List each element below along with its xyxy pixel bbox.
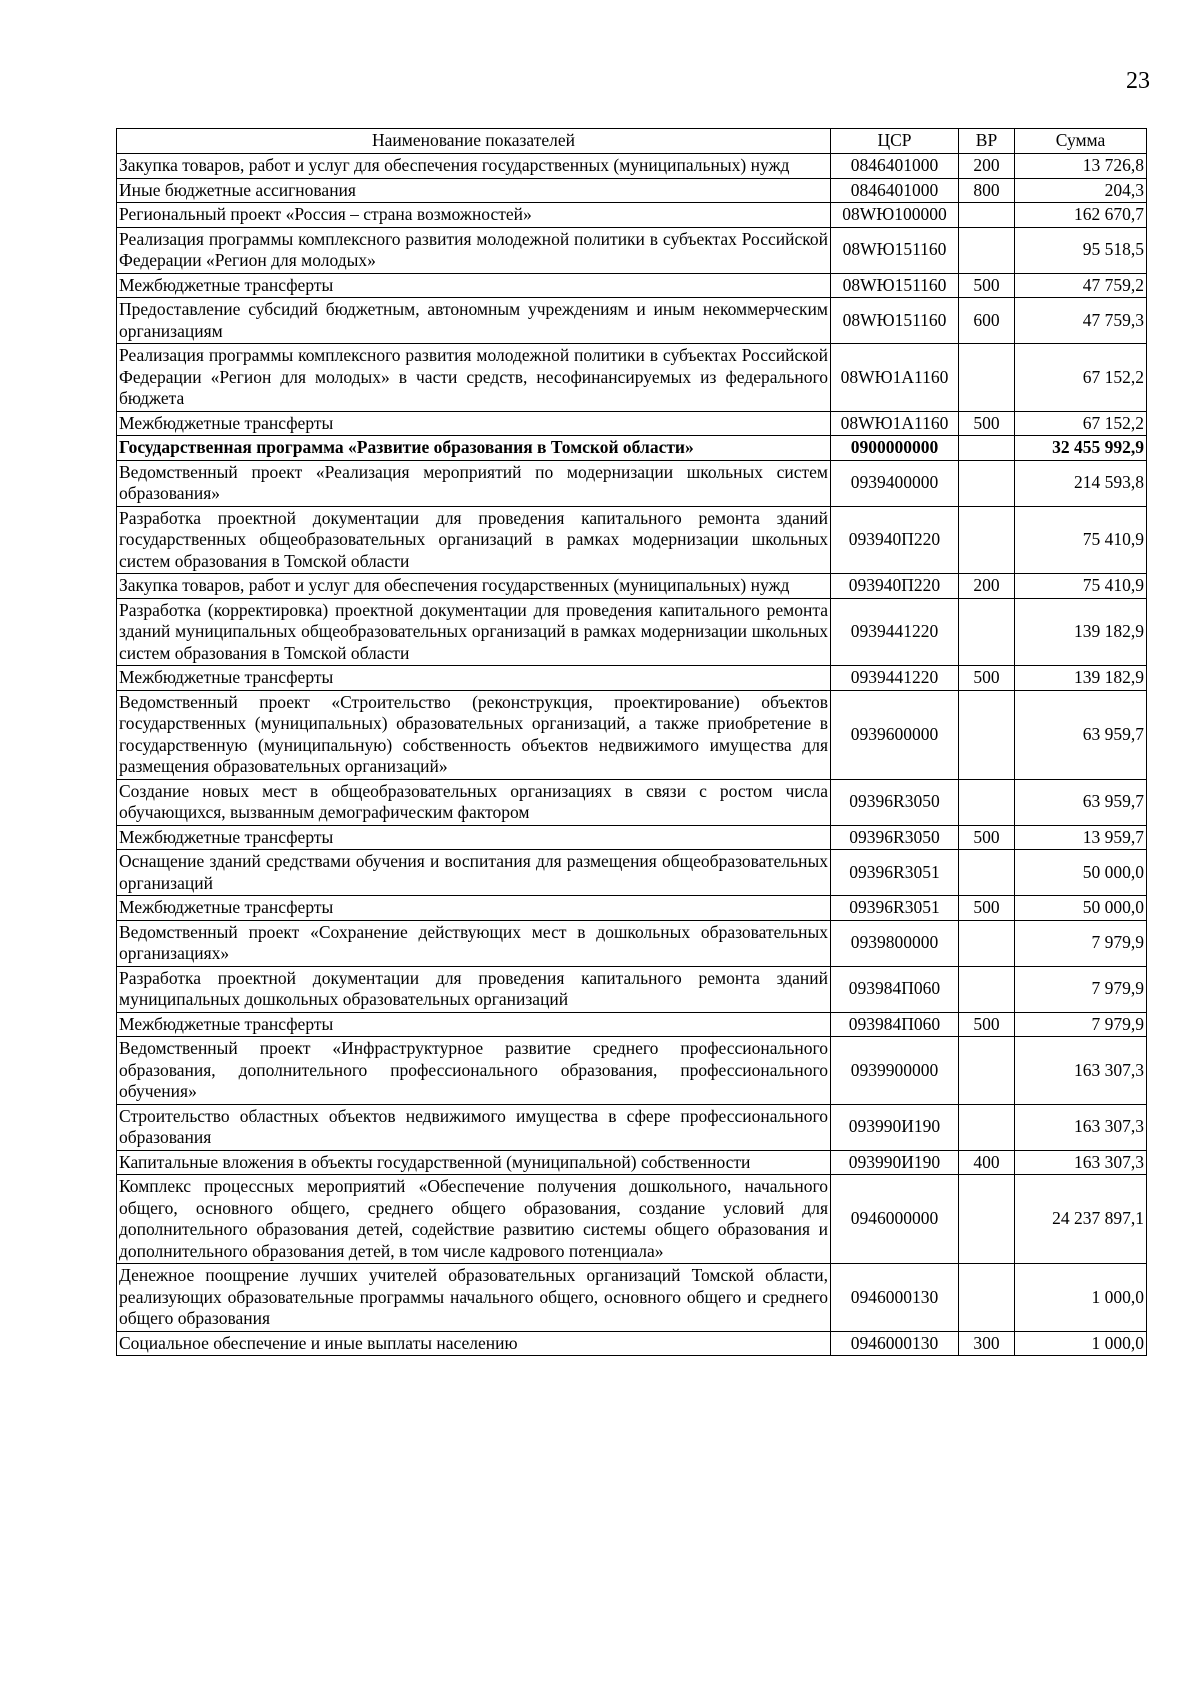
cell-name: Межбюджетные трансферты — [117, 666, 831, 691]
cell-name: Строительство областных объектов недвижимого имущества в сфере профессионального образования — [117, 1104, 831, 1150]
cell-vr — [959, 1264, 1015, 1332]
cell-sum: 7 979,9 — [1015, 1012, 1147, 1037]
table-row — [117, 178, 1147, 203]
table-header-row — [117, 129, 1147, 154]
table-row — [117, 344, 1147, 412]
cell-csr: 08WЮ100000 — [831, 203, 959, 228]
cell-sum: 1 000,0 — [1015, 1331, 1147, 1356]
cell-name: Межбюджетные трансферты — [117, 273, 831, 298]
table-row — [117, 896, 1147, 921]
table-row — [117, 779, 1147, 825]
cell-name: Региональный проект «Россия – страна возможностей» — [117, 203, 831, 228]
cell-vr — [959, 344, 1015, 412]
cell-sum: 163 307,3 — [1015, 1104, 1147, 1150]
cell-csr: 09396R3051 — [831, 850, 959, 896]
cell-sum: 67 152,2 — [1015, 344, 1147, 412]
cell-vr — [959, 1037, 1015, 1105]
table-row — [117, 411, 1147, 436]
cell-csr: 0939441220 — [831, 598, 959, 666]
cell-csr: 0939600000 — [831, 690, 959, 779]
table-row — [117, 1264, 1147, 1332]
cell-sum: 63 959,7 — [1015, 690, 1147, 779]
cell-vr — [959, 1175, 1015, 1264]
table-row — [117, 273, 1147, 298]
cell-sum: 162 670,7 — [1015, 203, 1147, 228]
cell-vr — [959, 690, 1015, 779]
table-row — [117, 298, 1147, 344]
table-row — [117, 825, 1147, 850]
cell-csr: 093940П220 — [831, 574, 959, 599]
cell-sum: 163 307,3 — [1015, 1037, 1147, 1105]
cell-name: Ведомственный проект «Реализация мероприятий по модернизации школьных систем образования» — [117, 460, 831, 506]
cell-name: Закупка товаров, работ и услуг для обеспечения государственных (муниципальных) нужд — [117, 574, 831, 599]
cell-vr — [959, 779, 1015, 825]
cell-name: Реализация программы комплексного развития молодежной политики в субъектах Российской Федерации «Регион для молодых» — [117, 227, 831, 273]
header-csr: ЦСР — [831, 129, 959, 154]
cell-csr: 0939900000 — [831, 1037, 959, 1105]
cell-sum: 63 959,7 — [1015, 779, 1147, 825]
cell-csr: 093990И190 — [831, 1150, 959, 1175]
cell-vr: 200 — [959, 574, 1015, 599]
cell-name: Разработка проектной документации для проведения капитального ремонта зданий муниципальных дошкольных образовательных организаций — [117, 966, 831, 1012]
cell-sum: 47 759,3 — [1015, 298, 1147, 344]
cell-name: Разработка проектной документации для проведения капитального ремонта зданий государственных общеобразовательных организаций в рамках модернизации школьных систем образования в Томской области — [117, 506, 831, 574]
cell-vr — [959, 436, 1015, 461]
cell-csr: 0939441220 — [831, 666, 959, 691]
cell-csr: 09396R3050 — [831, 825, 959, 850]
cell-sum: 47 759,2 — [1015, 273, 1147, 298]
cell-vr: 500 — [959, 273, 1015, 298]
cell-sum: 214 593,8 — [1015, 460, 1147, 506]
cell-csr: 0946000130 — [831, 1264, 959, 1332]
cell-name: Межбюджетные трансферты — [117, 896, 831, 921]
cell-sum: 32 455 992,9 — [1015, 436, 1147, 461]
cell-vr: 500 — [959, 1012, 1015, 1037]
cell-sum: 24 237 897,1 — [1015, 1175, 1147, 1264]
table-row — [117, 920, 1147, 966]
cell-vr: 500 — [959, 825, 1015, 850]
cell-csr: 0846401000 — [831, 154, 959, 179]
cell-sum: 75 410,9 — [1015, 574, 1147, 599]
cell-csr: 09396R3051 — [831, 896, 959, 921]
cell-csr: 0946000130 — [831, 1331, 959, 1356]
cell-sum: 7 979,9 — [1015, 920, 1147, 966]
cell-name: Иные бюджетные ассигнования — [117, 178, 831, 203]
header-name: Наименование показателей — [117, 129, 831, 154]
cell-name: Комплекс процессных мероприятий «Обеспечение получения дошкольного, начального общего, основного общего, среднего общего образования, создание условий для дополнительного образования детей, содействие развитию системы общего образования и дополнительного образования детей, в том числе кадрового потенциала» — [117, 1175, 831, 1264]
cell-sum: 13 959,7 — [1015, 825, 1147, 850]
cell-csr: 0900000000 — [831, 436, 959, 461]
cell-vr: 200 — [959, 154, 1015, 179]
cell-csr: 093940П220 — [831, 506, 959, 574]
cell-name: Ведомственный проект «Строительство (реконструкция, проектирование) объектов государственных (муниципальных) образовательных организаций, а также приобретение в государственную (муниципальную) собственность объектов недвижимого имущества для размещения образовательных организаций» — [117, 690, 831, 779]
cell-sum: 13 726,8 — [1015, 154, 1147, 179]
header-sum: Сумма — [1015, 129, 1147, 154]
cell-name: Ведомственный проект «Сохранение действующих мест в дошкольных образовательных организациях» — [117, 920, 831, 966]
cell-name: Закупка товаров, работ и услуг для обеспечения государственных (муниципальных) нужд — [117, 154, 831, 179]
cell-sum: 7 979,9 — [1015, 966, 1147, 1012]
cell-vr: 400 — [959, 1150, 1015, 1175]
cell-csr: 093984П060 — [831, 966, 959, 1012]
cell-csr: 08WЮ1А1160 — [831, 344, 959, 412]
cell-sum: 204,3 — [1015, 178, 1147, 203]
cell-vr — [959, 460, 1015, 506]
cell-vr — [959, 203, 1015, 228]
cell-name: Социальное обеспечение и иные выплаты населению — [117, 1331, 831, 1356]
cell-name: Оснащение зданий средствами обучения и воспитания для размещения общеобразовательных организаций — [117, 850, 831, 896]
table-row — [117, 460, 1147, 506]
cell-sum: 50 000,0 — [1015, 896, 1147, 921]
cell-sum: 75 410,9 — [1015, 506, 1147, 574]
cell-vr — [959, 920, 1015, 966]
table-body — [117, 154, 1147, 1356]
cell-csr: 0946000000 — [831, 1175, 959, 1264]
table-row — [117, 506, 1147, 574]
cell-csr: 0846401000 — [831, 178, 959, 203]
table-row — [117, 436, 1147, 461]
cell-csr: 0939800000 — [831, 920, 959, 966]
cell-csr: 08WЮ151160 — [831, 298, 959, 344]
cell-name: Межбюджетные трансферты — [117, 411, 831, 436]
table-row — [117, 574, 1147, 599]
cell-vr: 800 — [959, 178, 1015, 203]
cell-csr: 08WЮ151160 — [831, 273, 959, 298]
table-row — [117, 598, 1147, 666]
cell-csr: 08WЮ151160 — [831, 227, 959, 273]
table-row — [117, 966, 1147, 1012]
header-vr: ВР — [959, 129, 1015, 154]
table-row — [117, 1012, 1147, 1037]
cell-name: Реализация программы комплексного развития молодежной политики в субъектах Российской Федерации «Регион для молодых» в части средств, несофинансируемых из федерального бюджета — [117, 344, 831, 412]
budget-table — [116, 128, 1147, 1356]
cell-name: Денежное поощрение лучших учителей образовательных организаций Томской области, реализующих образовательные программы начального общего, основного общего и среднего общего образования — [117, 1264, 831, 1332]
cell-csr: 08WЮ1А1160 — [831, 411, 959, 436]
table-row — [117, 203, 1147, 228]
cell-sum: 163 307,3 — [1015, 1150, 1147, 1175]
cell-vr — [959, 227, 1015, 273]
cell-vr: 600 — [959, 298, 1015, 344]
cell-name: Предоставление субсидий бюджетным, автономным учреждениям и иным некоммерческим организациям — [117, 298, 831, 344]
cell-sum: 139 182,9 — [1015, 666, 1147, 691]
cell-vr — [959, 506, 1015, 574]
cell-vr: 500 — [959, 666, 1015, 691]
cell-vr — [959, 598, 1015, 666]
cell-csr: 09396R3050 — [831, 779, 959, 825]
table-row — [117, 154, 1147, 179]
cell-name: Государственная программа «Развитие образования в Томской области» — [117, 436, 831, 461]
cell-vr: 500 — [959, 896, 1015, 921]
cell-csr: 093984П060 — [831, 1012, 959, 1037]
cell-vr: 500 — [959, 411, 1015, 436]
table-row — [117, 666, 1147, 691]
cell-sum: 67 152,2 — [1015, 411, 1147, 436]
cell-name: Разработка (корректировка) проектной документации для проведения капитального ремонта зданий муниципальных общеобразовательных организаций в рамках модернизации школьных систем образования в Томской области — [117, 598, 831, 666]
cell-sum: 95 518,5 — [1015, 227, 1147, 273]
table-row — [117, 1037, 1147, 1105]
cell-vr — [959, 1104, 1015, 1150]
cell-name: Капитальные вложения в объекты государственной (муниципальной) собственности — [117, 1150, 831, 1175]
table-row — [117, 850, 1147, 896]
table-row — [117, 227, 1147, 273]
cell-name: Межбюджетные трансферты — [117, 825, 831, 850]
cell-sum: 50 000,0 — [1015, 850, 1147, 896]
page-number: 23 — [1126, 68, 1150, 94]
table-row — [117, 1175, 1147, 1264]
cell-csr: 0939400000 — [831, 460, 959, 506]
cell-vr: 300 — [959, 1331, 1015, 1356]
cell-vr — [959, 966, 1015, 1012]
table-row — [117, 1331, 1147, 1356]
cell-name: Межбюджетные трансферты — [117, 1012, 831, 1037]
cell-name: Создание новых мест в общеобразовательных организациях в связи с ростом числа обучающихся, вызванным демографическим фактором — [117, 779, 831, 825]
cell-csr: 093990И190 — [831, 1104, 959, 1150]
cell-sum: 1 000,0 — [1015, 1264, 1147, 1332]
cell-vr — [959, 850, 1015, 896]
table-row — [117, 1150, 1147, 1175]
cell-name: Ведомственный проект «Инфраструктурное развитие среднего профессионального образования, дополнительного профессионального образования, профессионального обучения» — [117, 1037, 831, 1105]
table-row — [117, 1104, 1147, 1150]
cell-sum: 139 182,9 — [1015, 598, 1147, 666]
table-row — [117, 690, 1147, 779]
